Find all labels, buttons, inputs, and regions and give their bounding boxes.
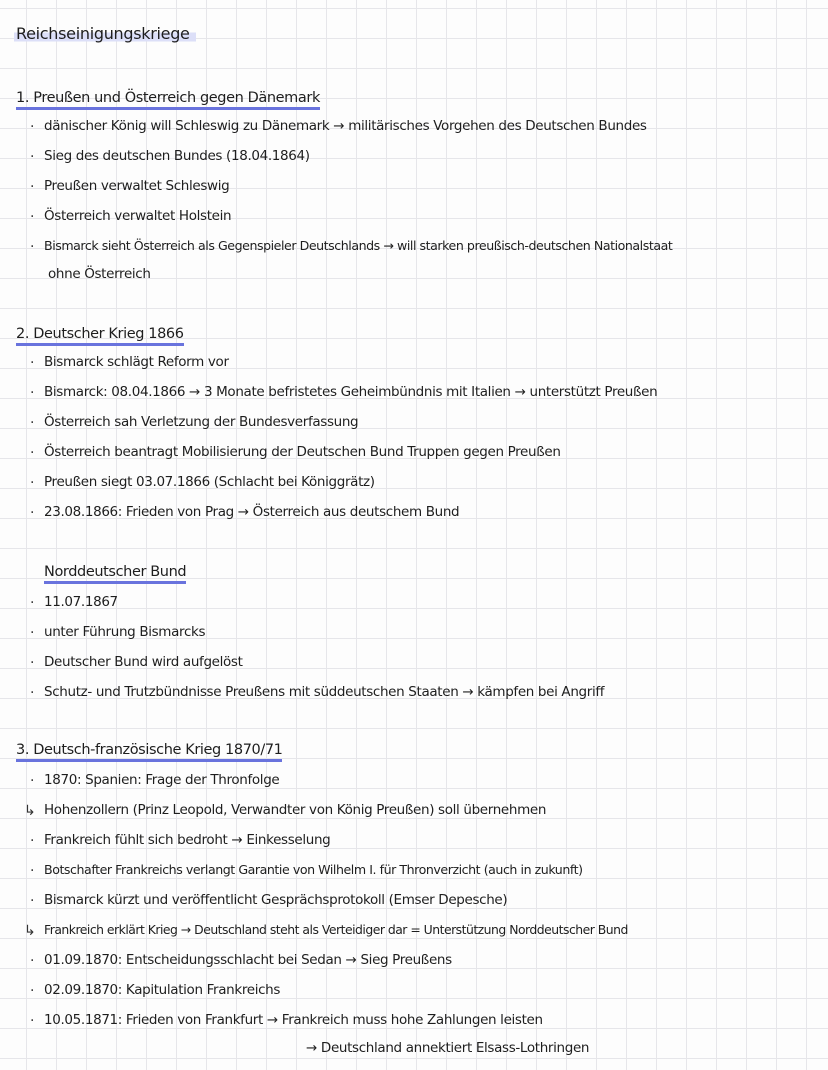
bullet-marker: · [30, 625, 35, 641]
note-line: 1870: Spanien: Frage der Thronfolge [44, 772, 280, 788]
bullet-marker: · [30, 179, 35, 195]
bullet-marker: · [30, 773, 35, 789]
bullet-marker: · [30, 863, 35, 879]
bullet-marker: · [30, 655, 35, 671]
note-line: unter Führung Bismarcks [44, 624, 206, 640]
arrow-marker: ↳ [24, 923, 36, 939]
note-line: Schutz- und Trutzbündnisse Preußens mit süddeutschen Staaten → kämpfen bei Angriff [44, 684, 605, 700]
note-line: 02.09.1870: Kapitulation Frankreichs [44, 982, 281, 998]
note-line: Preußen verwaltet Schleswig [44, 178, 230, 194]
note-line: Bismarck schlägt Reform vor [44, 354, 229, 370]
bullet-marker: · [30, 475, 35, 491]
note-line: ohne Österreich [48, 266, 151, 282]
note-line: Österreich verwaltet Holstein [44, 208, 232, 224]
section-heading: 3. Deutsch-französische Krieg 1870/71 [16, 742, 282, 762]
note-line: 23.08.1866: Frieden von Prag → Österreich aus deutschem Bund [44, 504, 460, 520]
section-heading: 2. Deutscher Krieg 1866 [16, 326, 184, 346]
note-line: Deutscher Bund wird aufgelöst [44, 654, 243, 670]
section-heading: Norddeutscher Bund [44, 564, 186, 584]
note-line: 10.05.1871: Frieden von Frankfurt → Frankreich muss hohe Zahlungen leisten [44, 1012, 543, 1028]
bullet-marker: · [30, 149, 35, 165]
bullet-marker: · [30, 209, 35, 225]
bullet-marker: · [30, 953, 35, 969]
bullet-marker: · [30, 893, 35, 909]
note-line: Hohenzollern (Prinz Leopold, Verwandter von König Preußen) soll übernehmen [44, 802, 547, 818]
note-line: dänischer König will Schleswig zu Dänemark → militärisches Vorgehen des Deutschen Bundes [44, 118, 647, 134]
bullet-marker: · [30, 983, 35, 999]
note-line: 01.09.1870: Entscheidungsschlacht bei Sedan → Sieg Preußens [44, 952, 452, 968]
note-line: Bismarck: 08.04.1866 → 3 Monate befristetes Geheimbündnis mit Italien → unterstützt Preußen [44, 384, 658, 400]
note-line: Bismarck kürzt und veröffentlicht Gesprächsprotokoll (Emser Depesche) [44, 892, 508, 908]
note-line: Frankreich erklärt Krieg → Deutschland steht als Verteidiger dar = Unterstützung Norddeutscher Bund [44, 922, 628, 937]
note-line: Österreich sah Verletzung der Bundesverfassung [44, 414, 359, 430]
bullet-marker: · [30, 833, 35, 849]
note-line: Botschafter Frankreichs verlangt Garantie von Wilhelm I. für Thronverzicht (auch in zukunft) [44, 862, 583, 877]
note-line: Sieg des deutschen Bundes (18.04.1864) [44, 148, 310, 164]
bullet-marker: · [30, 595, 35, 611]
bullet-marker: · [30, 355, 35, 371]
note-line: → Deutschland annektiert Elsass-Lothringen [306, 1040, 590, 1056]
bullet-marker: · [30, 415, 35, 431]
bullet-marker: · [30, 1013, 35, 1029]
bullet-marker: · [30, 239, 35, 255]
bullet-marker: · [30, 119, 35, 135]
arrow-marker: ↳ [24, 803, 36, 819]
note-line: 11.07.1867 [44, 594, 118, 610]
note-line: Frankreich fühlt sich bedroht → Einkesselung [44, 832, 331, 848]
note-line: Österreich beantragt Mobilisierung der Deutschen Bund Truppen gegen Preußen [44, 444, 561, 460]
page-title: Reichseinigungskriege [14, 24, 196, 43]
section-heading: 1. Preußen und Österreich gegen Dänemark [16, 90, 320, 110]
bullet-marker: · [30, 505, 35, 521]
bullet-marker: · [30, 385, 35, 401]
bullet-marker: · [30, 445, 35, 461]
note-line: Bismarck sieht Österreich als Gegenspieler Deutschlands → will starken preußisch-deutschen Nationalstaat [44, 238, 673, 253]
note-line: Preußen siegt 03.07.1866 (Schlacht bei Königgrätz) [44, 474, 375, 490]
bullet-marker: · [30, 685, 35, 701]
